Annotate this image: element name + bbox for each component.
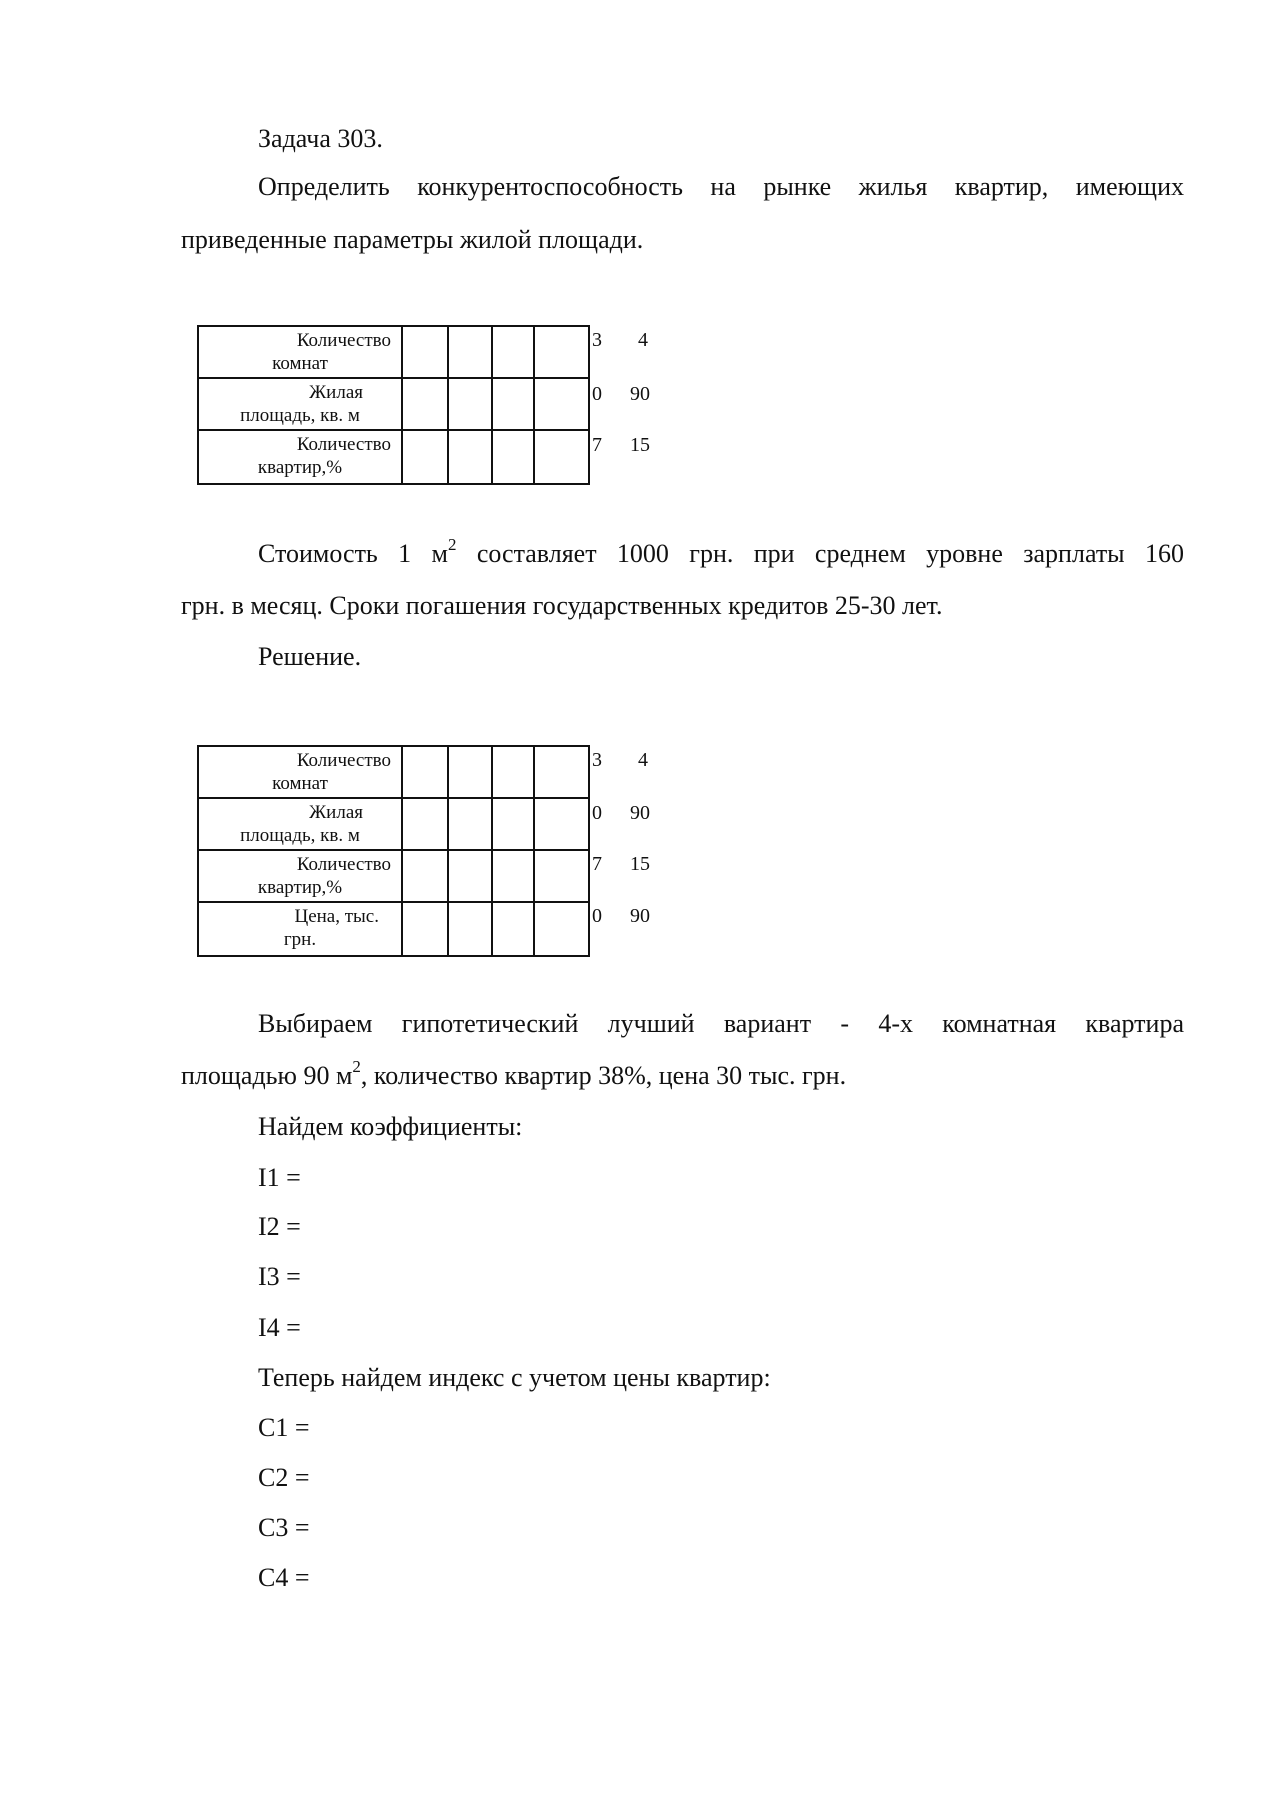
index-heading: Теперь найдем индекс с учетом цены квартир: <box>258 1363 771 1392</box>
task-title: Задача 303. <box>258 124 383 153</box>
solution-label: Решение. <box>258 642 362 671</box>
table-cell-values: 7 15 <box>592 434 650 456</box>
coefficient-line: I2 = <box>258 1212 301 1241</box>
cost-text-line-2: грн. в месяц. Сроки погашения государственных кредитов 25-30 лет. <box>181 591 943 620</box>
choice-text-line-1: Выбираем гипотетический лучший вариант - 4-х комнатная квартира <box>258 1009 1184 1038</box>
table-row <box>199 747 588 799</box>
row-label: Количество квартир,% <box>199 431 403 483</box>
row-label: Цена, тыс. грн. <box>199 903 403 955</box>
index-line: C3 = <box>258 1513 310 1542</box>
table-cell-values: 0 90 <box>592 905 650 927</box>
table-row <box>199 903 588 955</box>
choice-text-line-2: площадью 90 $м^2$, количество квартир 38%, цена 30 тыс. грн. <box>181 1057 847 1090</box>
table-row <box>199 379 588 431</box>
row-label: Жилая площадь, кв. м <box>199 799 403 849</box>
coefficient-line: I4 = <box>258 1313 301 1342</box>
index-line: C2 = <box>258 1463 310 1492</box>
cost-text-line-1: Стоимость 1 $м^2$ составляет 1000 грн. при среднем уровне зарплаты 160 <box>258 535 1185 568</box>
row-label: Количество квартир,% <box>199 851 403 901</box>
coefficients-heading: Найдем коэффициенты: <box>258 1112 523 1141</box>
coefficient-line: I1 = <box>258 1163 301 1192</box>
table-row <box>199 851 588 903</box>
index-line: C1 = <box>258 1413 310 1442</box>
table-row <box>199 431 588 483</box>
table-cell-values: 3 4 <box>592 749 648 771</box>
index-line: C4 = <box>258 1563 310 1592</box>
coefficient-line: I3 = <box>258 1262 301 1291</box>
table-cell-values: 0 90 <box>592 802 650 824</box>
row-label: Жилая площадь, кв. м <box>199 379 403 429</box>
table-cell-values: 0 90 <box>592 383 650 405</box>
row-label: Количество комнат <box>199 747 403 797</box>
task-text-line-1: Определить конкурентоспособность на рынке жилья квартир, имеющих <box>258 172 1184 201</box>
solution-table <box>197 745 590 957</box>
row-label: Количество комнат <box>199 327 403 377</box>
table-cell-values: 7 15 <box>592 853 650 875</box>
table-cell-values: 3 4 <box>592 329 648 351</box>
parameters-table <box>197 325 590 485</box>
table-row <box>199 799 588 851</box>
table-row <box>199 327 588 379</box>
task-text-line-2: приведенные параметры жилой площади. <box>181 225 644 254</box>
